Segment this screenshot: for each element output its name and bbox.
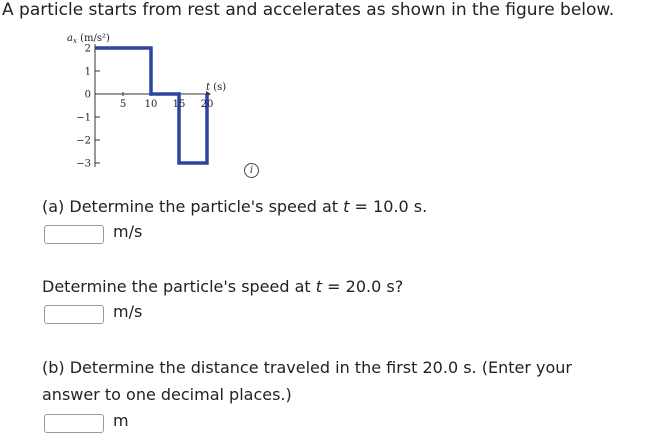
question-a-suffix: = 10.0 s. — [349, 197, 428, 216]
acceleration-time-graph — [55, 28, 230, 173]
info-circle-icon[interactable]: i — [244, 163, 259, 178]
y-tick-label: −2 — [76, 135, 91, 147]
question-a2-variable: t — [315, 277, 323, 296]
question-a-variable: t — [343, 197, 350, 216]
speed-20s-unit: m/s — [113, 302, 143, 321]
speed-10s-unit: m/s — [113, 222, 143, 241]
question-b-line1: (b) Determine the distance traveled in the first 20.0 s. (Enter your — [42, 358, 572, 377]
y-tick-label: 0 — [84, 89, 91, 101]
x-axis-label: t (s) — [206, 82, 227, 93]
question-a — [42, 197, 427, 216]
x-tick-label: 5 — [119, 99, 127, 110]
question-b-line2: answer to one decimal places.) — [42, 385, 292, 404]
y-tick-label: −3 — [76, 158, 91, 170]
x-tick-label: 15 — [172, 99, 186, 110]
y-axis-label: $a_x$ (m/s²) — [67, 33, 110, 45]
question-a-prefix: (a) Determine the particle's speed at — [42, 197, 344, 216]
speed-10s-input[interactable] — [44, 225, 104, 244]
question-a2-suffix: = 20.0 s? — [322, 277, 404, 296]
question-a2-prefix: Determine the particle's speed at — [42, 277, 316, 296]
y-tick-label: −1 — [76, 112, 91, 124]
x-tick-label: 20 — [200, 99, 214, 110]
problem-statement: A particle starts from rest and accelerates as shown in the figure below. — [2, 0, 615, 20]
y-tick-label: 1 — [84, 66, 91, 78]
y-tick-label: 2 — [84, 43, 91, 55]
speed-20s-input[interactable] — [44, 305, 104, 324]
question-a2 — [42, 277, 403, 296]
distance-unit: m — [113, 411, 129, 430]
distance-input[interactable] — [44, 414, 104, 433]
x-tick-label: 10 — [144, 99, 158, 110]
